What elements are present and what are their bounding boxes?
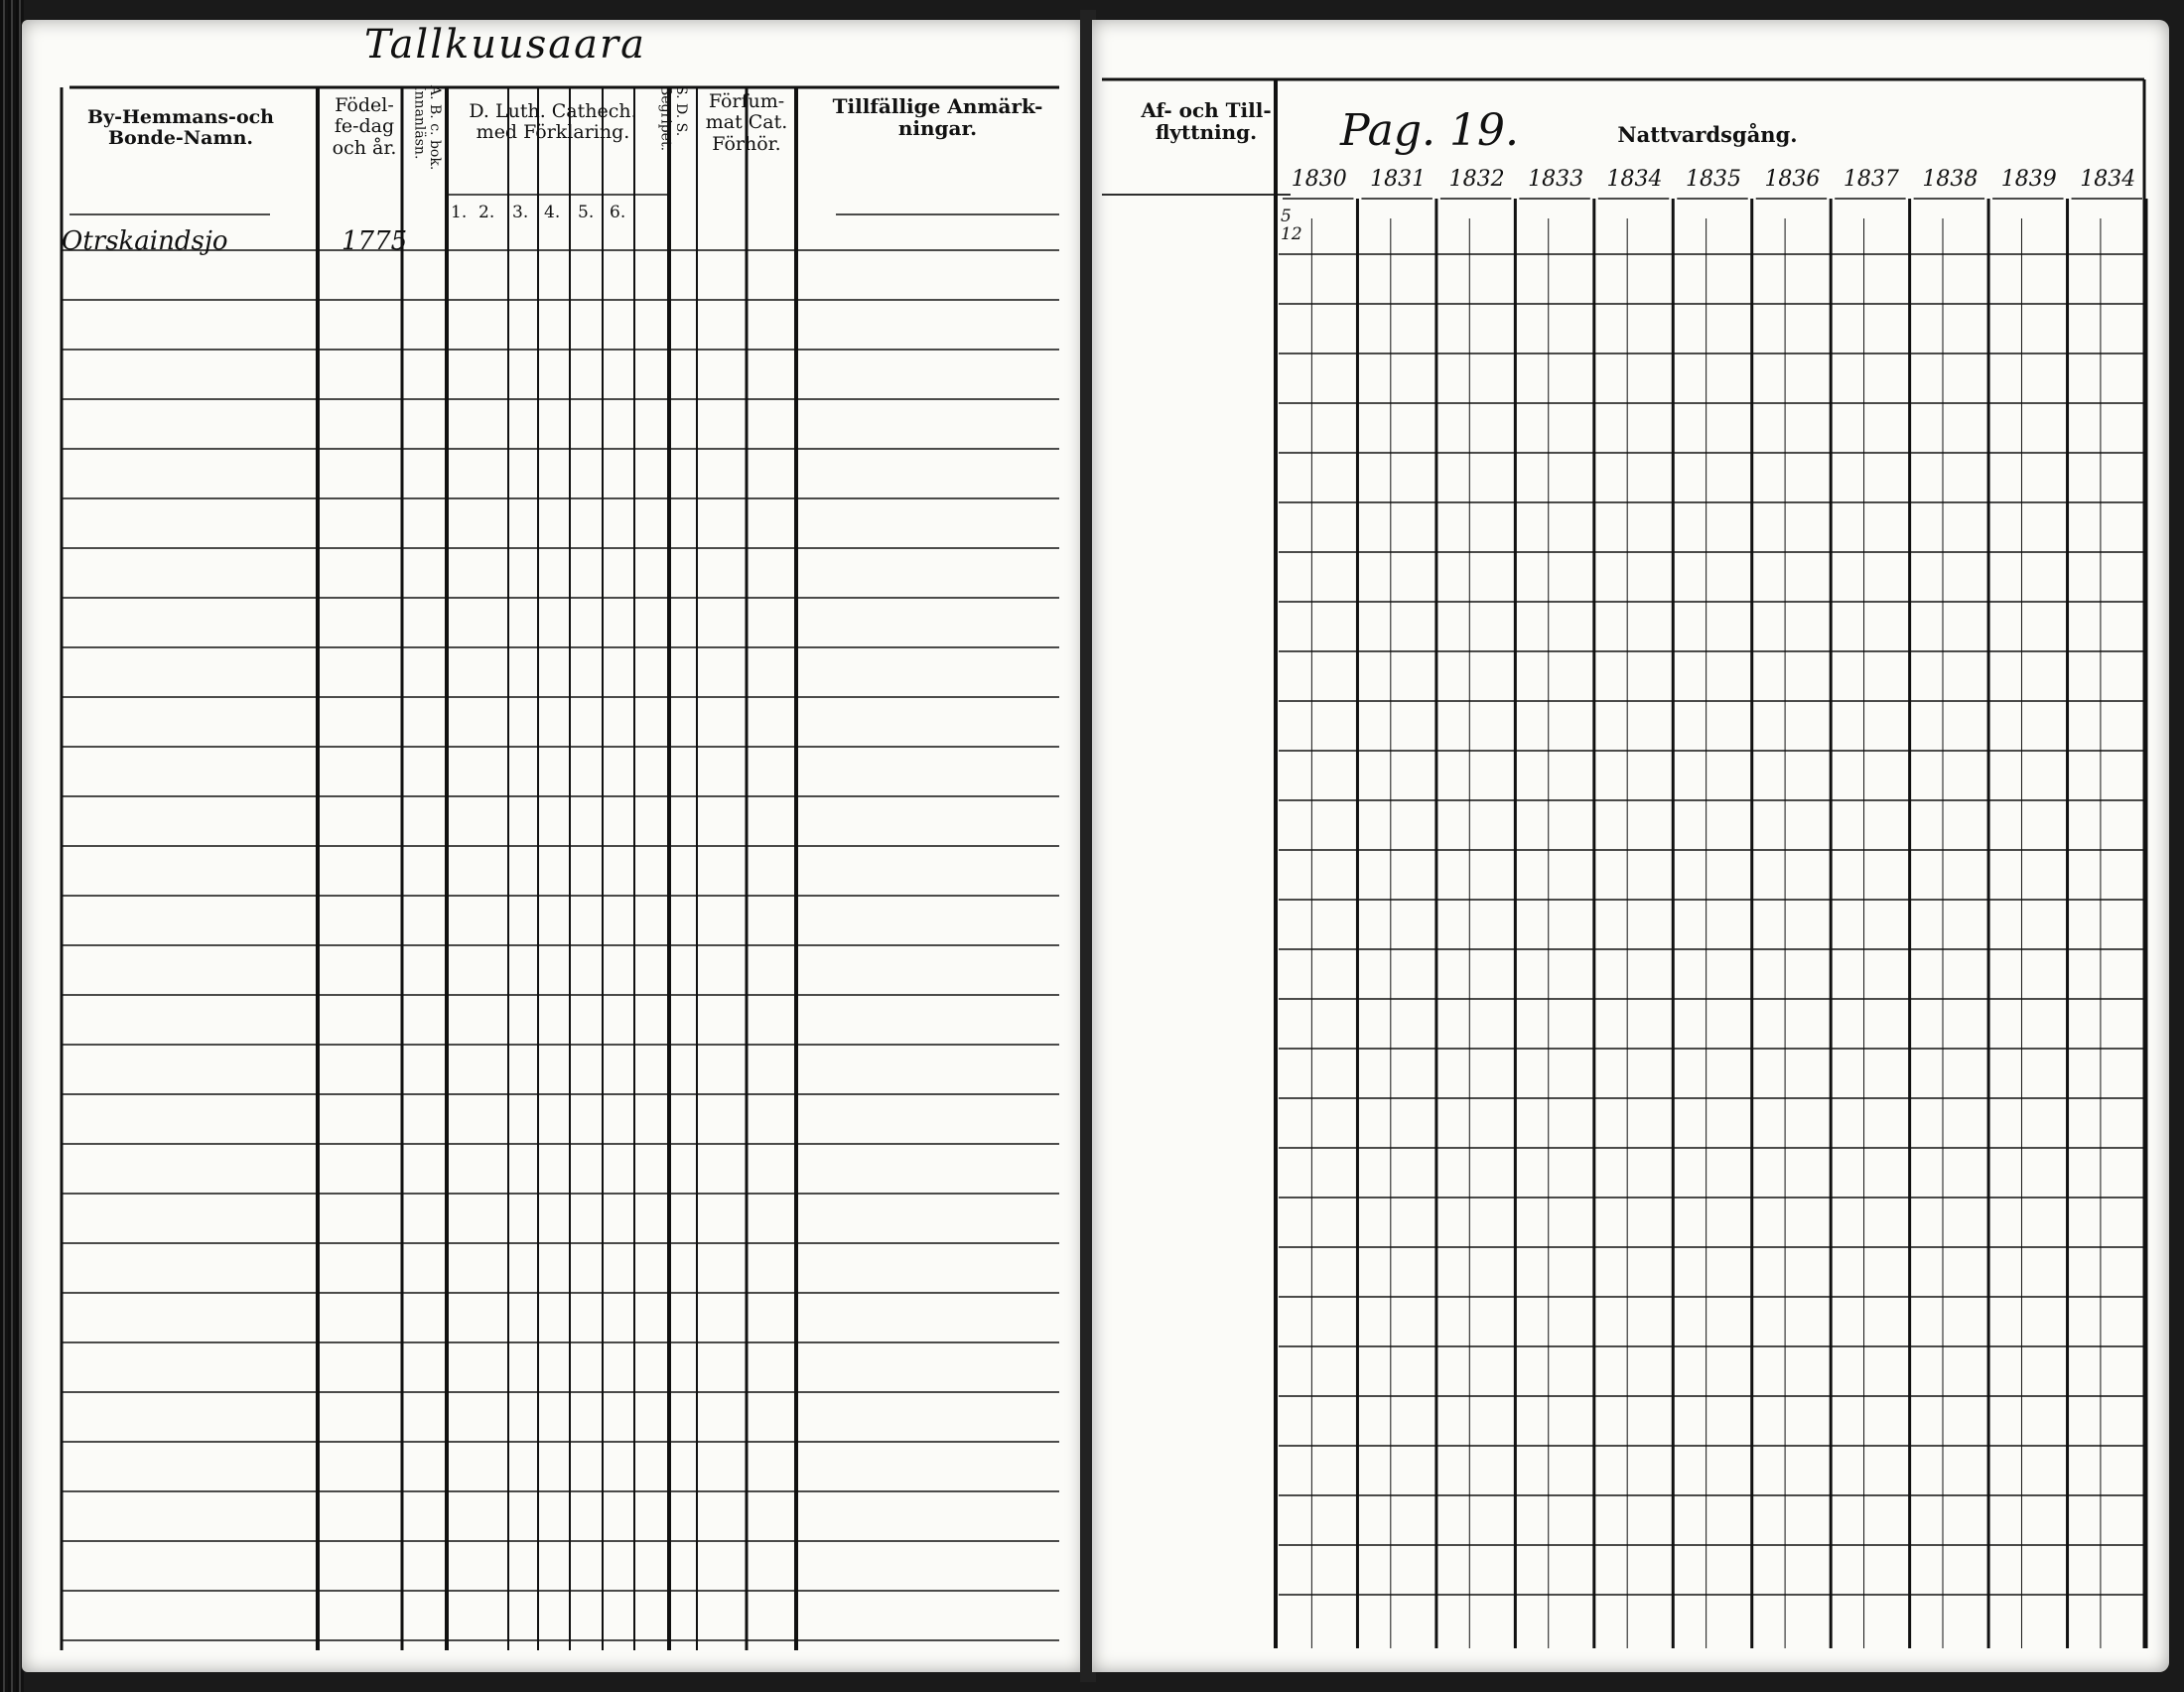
header-nattvardsgang: Nattvardsgång. <box>1617 122 1798 147</box>
year-label: 1839 <box>2000 167 2057 192</box>
header-sds: S. D. S. Begripet. <box>657 85 689 152</box>
year-label: 1830 <box>1291 167 1347 192</box>
catech-number: 5. <box>578 203 595 222</box>
year-label: 1834 <box>2080 167 2136 192</box>
year-label: 1832 <box>1448 167 1505 192</box>
header-name: By-Hemmans-och Bonde-Namn. <box>87 106 274 150</box>
entry-year: 1775 <box>341 226 408 256</box>
handwritten-title: Tallkuusaara <box>364 22 646 68</box>
left-ruling <box>22 20 1084 1672</box>
year-label: 1835 <box>1685 167 1741 192</box>
header-anmarkningar: Tillfällige Anmärk- ningar. <box>832 94 1043 141</box>
year-label: 1833 <box>1528 167 1584 192</box>
catech-number: 6. <box>610 203 626 222</box>
left-page <box>22 20 1084 1672</box>
year-label: 1831 <box>1370 167 1427 192</box>
catech-number: 1. <box>451 203 468 222</box>
book-spine <box>0 0 24 1692</box>
page-label: Pag. 19. <box>1340 105 1519 156</box>
header-forsum: Förfum- mat Cat. Förhör. <box>705 90 788 155</box>
right-page <box>1092 20 2169 1672</box>
year-label: 1837 <box>1843 167 1899 192</box>
catech-number: 3. <box>512 203 529 222</box>
header-birth: Födel- fe-dag och år. <box>332 94 397 159</box>
catech-number: 4. <box>544 203 561 222</box>
entry-name: Otrskaindsjo <box>62 226 228 256</box>
right-ruling <box>1092 20 2169 1672</box>
header-catech: D. Luth. Cathech. med Förklaring. <box>469 100 637 144</box>
catech-number: 2. <box>478 203 495 222</box>
year-label: 1836 <box>1764 167 1821 192</box>
year-label: 1838 <box>1922 167 1979 192</box>
header-flyttning: Af- och Till- flyttning. <box>1141 98 1272 145</box>
header-abc: A. B. c. bok. Innanläsn. <box>411 85 443 171</box>
year-label: 1834 <box>1606 167 1663 192</box>
first-cell-note: 5 12 <box>1281 207 1302 244</box>
